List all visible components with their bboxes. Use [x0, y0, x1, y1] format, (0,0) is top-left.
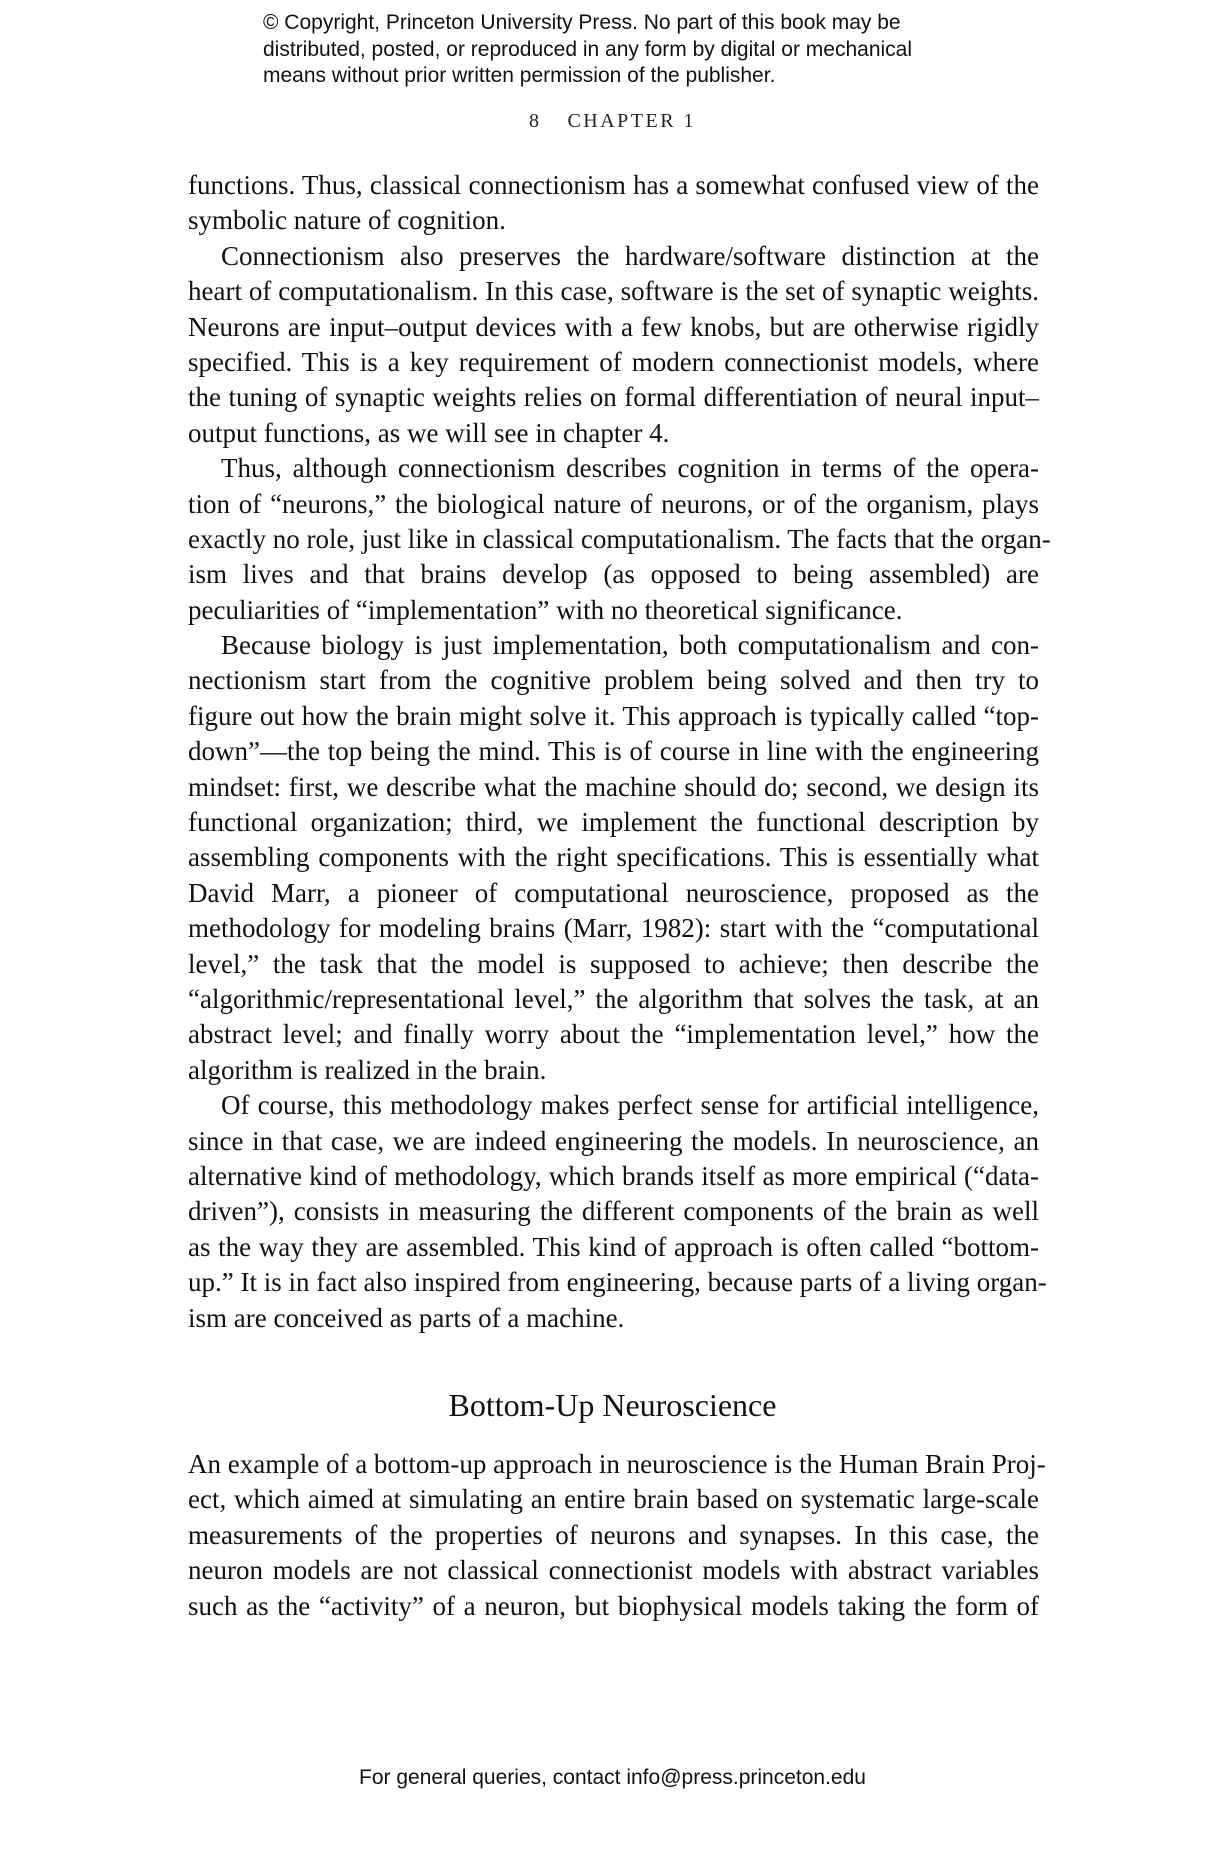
text-line: Because biology is just implementation, both computationalism and con- — [221, 630, 1039, 661]
footer-contact: For general queries, contact info@press.princeton.edu — [359, 1766, 866, 1789]
text-line: methodology for modeling brains (Marr, 1982): start with the “computational — [188, 913, 1039, 944]
text-line: Of course, this methodology makes perfect sense for artificial intelligence, — [221, 1090, 1039, 1121]
text-line: alternative kind of methodology, which brands itself as more empirical (“data- — [188, 1160, 1039, 1191]
text-line: measurements of the properties of neurons and synapses. In this case, the — [188, 1519, 1039, 1550]
text-line: algorithm is realized in the brain. — [188, 1054, 547, 1085]
text-line: ect, which aimed at simulating an entire brain based on systematic large-scale — [188, 1484, 1039, 1515]
copyright-notice — [263, 10, 1023, 90]
text-line: nectionism start from the cognitive problem being solved and then try to — [188, 665, 1039, 696]
text-line: level,” the task that the model is supposed to achieve; then describe the — [188, 948, 1039, 979]
text-line: abstract level; and finally worry about the “implementation level,” how the — [188, 1019, 1039, 1050]
text-line: ism are conceived as parts of a machine. — [188, 1302, 625, 1333]
text-line: assembling components with the right specifications. This is essentially what — [188, 842, 1039, 873]
text-line: neuron models are not classical connectionist models with abstract variables — [188, 1555, 1039, 1586]
text-line: up.” It is in fact also inspired from engineering, because parts of a living organ- — [188, 1267, 1047, 1298]
text-line: down”—the top being the mind. This is of course in line with the engineering — [188, 736, 1039, 767]
page-number: 8 — [528, 110, 542, 132]
text-line: symbolic nature of cognition. — [188, 205, 506, 236]
text-line: heart of computationalism. In this case, software is the set of synaptic weights. — [188, 276, 1039, 307]
text-line: such as the “activity” of a neuron, but biophysical models taking the form of — [188, 1590, 1039, 1621]
text-line: “algorithmic/representational level,” the algorithm that solves the task, at an — [188, 983, 1039, 1014]
text-line: output functions, as we will see in chapter 4. — [188, 417, 670, 448]
text-line: Neurons are input–output devices with a few knobs, but are otherwise rigidly — [188, 311, 1039, 342]
text-line: ism lives and that brains develop (as opposed to being assembled) are — [188, 559, 1039, 590]
text-line: figure out how the brain might solve it. This approach is typically called “top- — [188, 700, 1039, 731]
text-line: Thus, although connectionism describes cognition in terms of the opera- — [221, 453, 1039, 484]
text-line: the tuning of synaptic weights relies on formal differentiation of neural input– — [188, 382, 1039, 413]
text-line: as the way they are assembled. This kind of approach is often called “bottom- — [188, 1231, 1039, 1262]
text-line: functional organization; third, we implement the functional description by — [188, 807, 1039, 838]
text-line: exactly no role, just like in classical computationalism. The facts that the organ- — [188, 523, 1051, 554]
section-body-text — [188, 1447, 1046, 1624]
chapter-label: CHAPTER 1 — [567, 110, 697, 132]
text-line: functions. Thus, classical connectionism has a somewhat confused view of the — [188, 170, 1039, 200]
copyright-line: means without prior written permission of the publisher. — [263, 64, 776, 87]
text-line: Connectionism also preserves the hardware/software distinction at the — [221, 240, 1039, 271]
text-line: David Marr, a pioneer of computational neuroscience, proposed as the — [188, 877, 1039, 908]
running-head — [0, 110, 1225, 133]
text-line: driven”), consists in measuring the different components of the brain as well — [188, 1196, 1039, 1227]
copyright-line: distributed, posted, or reproduced in any form by digital or mechanical — [263, 37, 913, 61]
text-line: peculiarities of “implementation” with no theoretical significance. — [188, 594, 903, 625]
text-line: An example of a bottom-up approach in neuroscience is the Human Brain Proj- — [188, 1449, 1046, 1479]
section-heading: Bottom-Up Neuroscience — [448, 1387, 777, 1423]
text-line: specified. This is a key requirement of modern connectionist models, where — [188, 346, 1039, 377]
body-text — [188, 168, 1051, 1336]
text-line: since in that case, we are indeed engineering the models. In neuroscience, an — [188, 1125, 1039, 1156]
copyright-line: © Copyright, Princeton University Press. No part of this book may be — [263, 11, 901, 34]
text-line: mindset: first, we describe what the machine should do; second, we design its — [188, 771, 1039, 802]
text-line: tion of “neurons,” the biological nature of neurons, or of the organism, plays — [188, 488, 1039, 519]
